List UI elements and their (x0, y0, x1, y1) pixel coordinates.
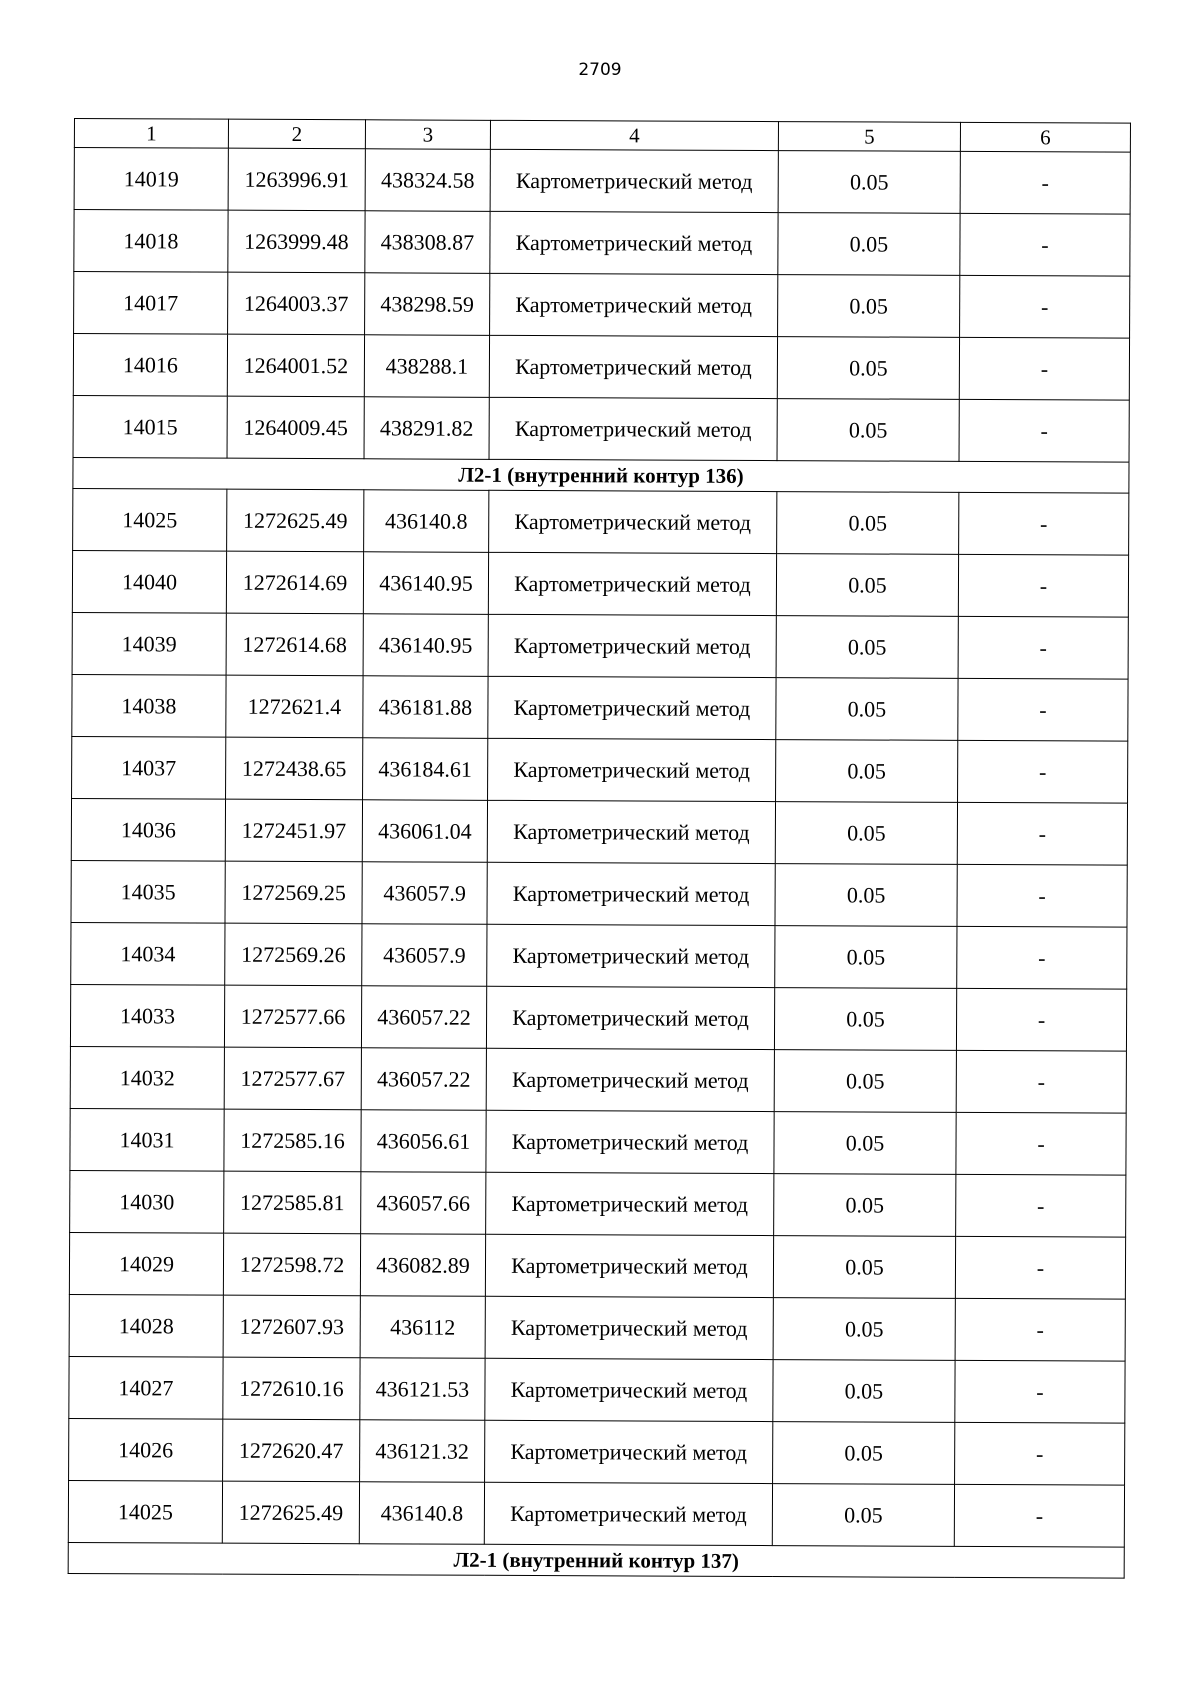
method-cell: Картометрический метод (485, 1358, 773, 1421)
x-coordinate-cell: 1264009.45 (227, 396, 364, 459)
note-cell: - (960, 151, 1130, 214)
x-coordinate-cell: 1272625.49 (227, 489, 364, 552)
point-number-cell: 14035 (71, 860, 225, 923)
accuracy-cell: 0.05 (774, 1050, 956, 1113)
column-header: 1 (74, 119, 228, 149)
table-row (72, 612, 1128, 679)
table-row (71, 798, 1127, 865)
x-coordinate-cell: 1272621.4 (226, 675, 363, 738)
method-cell: Картометрический метод (487, 800, 775, 863)
accuracy-cell: 0.05 (773, 1360, 955, 1423)
table-row (72, 736, 1128, 803)
table-row (74, 210, 1130, 277)
y-coordinate-cell: 436056.61 (361, 1110, 486, 1173)
note-cell: - (959, 492, 1129, 555)
point-number-cell: 14018 (74, 210, 228, 273)
table-row (70, 1046, 1126, 1113)
point-number-cell: 14034 (71, 922, 225, 985)
accuracy-cell: 0.05 (774, 1112, 956, 1175)
y-coordinate-cell: 436140.8 (364, 490, 489, 553)
x-coordinate-cell: 1272585.16 (224, 1109, 361, 1172)
x-coordinate-cell: 1272585.81 (224, 1171, 361, 1234)
note-cell: - (959, 337, 1129, 400)
point-number-cell: 14032 (70, 1046, 224, 1109)
note-cell: - (956, 988, 1126, 1051)
table-row (74, 272, 1130, 339)
section-title: Л2-1 (внутренний контур 136) (73, 457, 1129, 493)
point-number-cell: 14030 (70, 1170, 224, 1233)
accuracy-cell: 0.05 (778, 213, 960, 276)
point-number-cell: 14038 (72, 674, 226, 737)
note-cell: - (956, 1174, 1126, 1237)
method-cell: Картометрический метод (489, 490, 777, 553)
y-coordinate-cell: 438308.87 (365, 211, 490, 274)
note-cell: - (957, 926, 1127, 989)
method-cell: Картометрический метод (486, 1172, 774, 1235)
note-cell: - (955, 1422, 1125, 1485)
section-row (73, 457, 1129, 493)
method-cell: Картометрический метод (485, 1296, 773, 1359)
accuracy-cell: 0.05 (777, 337, 959, 400)
y-coordinate-cell: 436057.22 (361, 1048, 486, 1111)
x-coordinate-cell: 1272607.93 (223, 1295, 360, 1358)
table-row (73, 334, 1129, 401)
table-row (73, 395, 1129, 462)
method-cell: Картометрический метод (488, 614, 776, 677)
method-cell: Картометрический метод (488, 738, 776, 801)
point-number-cell: 14019 (74, 148, 228, 211)
point-number-cell: 14033 (70, 984, 224, 1047)
table-row (74, 148, 1130, 215)
point-number-cell: 14016 (73, 334, 227, 397)
x-coordinate-cell: 1263996.91 (228, 148, 365, 211)
x-coordinate-cell: 1272451.97 (225, 799, 362, 862)
point-number-cell: 14026 (69, 1418, 223, 1481)
table-row (73, 488, 1129, 555)
method-cell: Картометрический метод (487, 924, 775, 987)
x-coordinate-cell: 1272614.68 (226, 613, 363, 676)
table-body (68, 148, 1130, 1579)
y-coordinate-cell: 436184.61 (363, 738, 488, 801)
table-row (72, 550, 1128, 617)
table-row (69, 1356, 1125, 1423)
y-coordinate-cell: 436057.9 (362, 862, 487, 925)
x-coordinate-cell: 1272625.49 (222, 1481, 359, 1544)
column-header: 4 (490, 120, 778, 150)
table-row (69, 1294, 1125, 1361)
section-title: Л2-1 (внутренний контур 137) (68, 1542, 1124, 1578)
header-row (74, 119, 1130, 153)
table-row (68, 1480, 1124, 1547)
column-header: 2 (228, 119, 365, 149)
note-cell: - (958, 616, 1128, 679)
note-cell: - (957, 864, 1127, 927)
note-cell: - (960, 275, 1130, 338)
y-coordinate-cell: 436121.32 (360, 1420, 485, 1483)
point-number-cell: 14015 (73, 395, 227, 458)
method-cell: Картометрический метод (485, 1420, 773, 1483)
point-number-cell: 14017 (74, 272, 228, 335)
method-cell: Картометрический метод (489, 397, 777, 460)
point-number-cell: 14040 (72, 550, 226, 613)
y-coordinate-cell: 436057.22 (361, 986, 486, 1049)
y-coordinate-cell: 436140.95 (363, 552, 488, 615)
table-row (70, 984, 1126, 1051)
point-number-cell: 14039 (72, 612, 226, 675)
point-number-cell: 14025 (73, 488, 227, 551)
note-cell: - (960, 213, 1130, 276)
x-coordinate-cell: 1272569.26 (225, 923, 362, 986)
x-coordinate-cell: 1272610.16 (223, 1357, 360, 1420)
x-coordinate-cell: 1272577.67 (224, 1047, 361, 1110)
method-cell: Картометрический метод (486, 1110, 774, 1173)
table-row (69, 1418, 1125, 1485)
accuracy-cell: 0.05 (774, 988, 956, 1051)
accuracy-cell: 0.05 (778, 151, 960, 214)
table-row (70, 1170, 1126, 1237)
y-coordinate-cell: 438288.1 (364, 335, 489, 398)
x-coordinate-cell: 1272614.69 (226, 551, 363, 614)
accuracy-cell: 0.05 (776, 554, 958, 617)
accuracy-cell: 0.05 (776, 616, 958, 679)
point-number-cell: 14028 (69, 1294, 223, 1357)
accuracy-cell: 0.05 (777, 399, 959, 462)
accuracy-cell: 0.05 (777, 492, 959, 555)
table-row (69, 1232, 1125, 1299)
x-coordinate-cell: 1272577.66 (224, 985, 361, 1048)
x-coordinate-cell: 1272438.65 (226, 737, 363, 800)
note-cell: - (958, 740, 1128, 803)
method-cell: Картометрический метод (485, 1234, 773, 1297)
x-coordinate-cell: 1263999.48 (228, 210, 365, 273)
note-cell: - (954, 1484, 1124, 1547)
point-number-cell: 14027 (69, 1356, 223, 1419)
method-cell: Картометрический метод (484, 1482, 772, 1545)
y-coordinate-cell: 436112 (360, 1296, 485, 1359)
method-cell: Картометрический метод (489, 335, 777, 398)
point-number-cell: 14036 (71, 798, 225, 861)
y-coordinate-cell: 436061.04 (362, 800, 487, 863)
accuracy-cell: 0.05 (772, 1484, 954, 1547)
column-header: 5 (778, 122, 960, 152)
point-number-cell: 14037 (72, 736, 226, 799)
point-number-cell: 14031 (70, 1108, 224, 1171)
accuracy-cell: 0.05 (773, 1236, 955, 1299)
y-coordinate-cell: 438298.59 (365, 273, 490, 336)
coordinates-table (68, 118, 1131, 1579)
x-coordinate-cell: 1272620.47 (223, 1419, 360, 1482)
note-cell: - (955, 1298, 1125, 1361)
method-cell: Картометрический метод (490, 273, 778, 336)
note-cell: - (958, 554, 1128, 617)
accuracy-cell: 0.05 (776, 678, 958, 741)
page-number: 2709 (578, 60, 622, 80)
accuracy-cell: 0.05 (778, 275, 960, 338)
accuracy-cell: 0.05 (775, 864, 957, 927)
note-cell: - (956, 1050, 1126, 1113)
table-row (70, 1108, 1126, 1175)
note-cell: - (956, 1112, 1126, 1175)
x-coordinate-cell: 1264003.37 (228, 272, 365, 335)
column-header: 3 (365, 120, 490, 150)
section-row (68, 1542, 1124, 1578)
point-number-cell: 14025 (68, 1480, 222, 1543)
note-cell: - (955, 1236, 1125, 1299)
y-coordinate-cell: 436082.89 (360, 1234, 485, 1297)
x-coordinate-cell: 1264001.52 (227, 334, 364, 397)
y-coordinate-cell: 436181.88 (363, 676, 488, 739)
method-cell: Картометрический метод (490, 211, 778, 274)
method-cell: Картометрический метод (486, 986, 774, 1049)
note-cell: - (959, 399, 1129, 462)
table-row (71, 860, 1127, 927)
note-cell: - (955, 1360, 1125, 1423)
note-cell: - (958, 678, 1128, 741)
y-coordinate-cell: 438291.82 (364, 397, 489, 460)
y-coordinate-cell: 436057.9 (362, 924, 487, 987)
y-coordinate-cell: 438324.58 (365, 149, 490, 212)
accuracy-cell: 0.05 (774, 1174, 956, 1237)
y-coordinate-cell: 436121.53 (360, 1358, 485, 1421)
x-coordinate-cell: 1272569.25 (225, 861, 362, 924)
x-coordinate-cell: 1272598.72 (223, 1233, 360, 1296)
method-cell: Картометрический метод (487, 862, 775, 925)
point-number-cell: 14029 (69, 1232, 223, 1295)
y-coordinate-cell: 436140.8 (359, 1482, 484, 1545)
accuracy-cell: 0.05 (775, 802, 957, 865)
column-header: 6 (960, 122, 1130, 152)
table-row (71, 922, 1127, 989)
accuracy-cell: 0.05 (776, 740, 958, 803)
accuracy-cell: 0.05 (773, 1298, 955, 1361)
note-cell: - (957, 802, 1127, 865)
y-coordinate-cell: 436140.95 (363, 614, 488, 677)
accuracy-cell: 0.05 (773, 1422, 955, 1485)
accuracy-cell: 0.05 (775, 926, 957, 989)
method-cell: Картометрический метод (488, 676, 776, 739)
table-row (72, 674, 1128, 741)
method-cell: Картометрический метод (490, 149, 778, 212)
method-cell: Картометрический метод (488, 552, 776, 615)
y-coordinate-cell: 436057.66 (361, 1172, 486, 1235)
method-cell: Картометрический метод (486, 1048, 774, 1111)
